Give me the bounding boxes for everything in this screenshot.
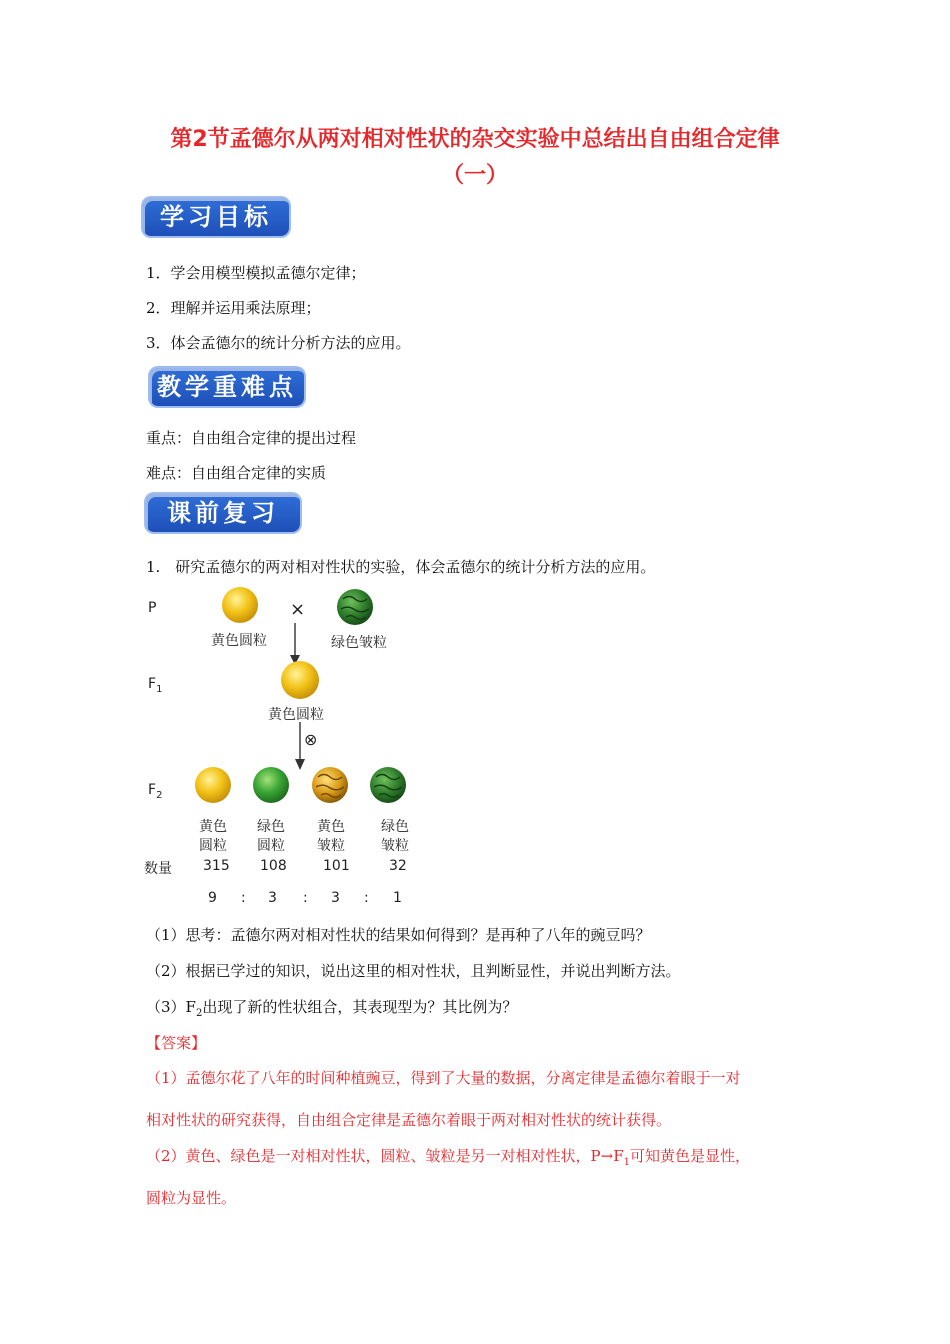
f2-phenotype-4-line2: 皱粒 bbox=[381, 838, 409, 854]
question-3 bbox=[146, 996, 517, 1019]
p-green-wrinkled-pea bbox=[337, 589, 373, 625]
p-generation-label: P bbox=[148, 600, 157, 616]
f2-phenotype-1-line1: 黄色 bbox=[199, 819, 227, 835]
f2-phenotype-1-line2: 圆粒 bbox=[199, 838, 227, 854]
ratio-3: 3 bbox=[331, 890, 340, 906]
f2-yellow-wrinkled-pea bbox=[312, 767, 348, 803]
cross-symbol: × bbox=[290, 599, 306, 620]
page-subtitle: （一） bbox=[441, 163, 508, 188]
f2-letter: F bbox=[148, 782, 157, 798]
answer-2-subscript: 1 bbox=[623, 1157, 630, 1168]
f2-count-1: 315 bbox=[203, 858, 230, 874]
question-1: （1）思考：孟德尔两对相对性状的结果如何得到？是再种了八年的豌豆吗？ bbox=[146, 926, 651, 944]
self-cross-symbol: ⊗ bbox=[304, 730, 318, 749]
p-green-wrinkled-label: 绿色皱粒 bbox=[331, 635, 387, 651]
ratio-colon-3: : bbox=[364, 890, 369, 906]
answer-label: 【答案】 bbox=[146, 1034, 207, 1052]
f1-yellow-round-label: 黄色圆粒 bbox=[268, 707, 324, 723]
f1-yellow-round-pea bbox=[281, 661, 319, 699]
p-yellow-round-pea bbox=[222, 587, 258, 623]
answer-2-line-2: 圆粒为显性。 bbox=[146, 1189, 237, 1207]
difficulty-point: 难点：自由组合定律的实质 bbox=[146, 464, 327, 482]
f1-generation-label bbox=[148, 676, 162, 695]
f2-count-4: 32 bbox=[389, 858, 407, 874]
focus-point: 重点：自由组合定律的提出过程 bbox=[146, 429, 357, 447]
goal-item-3: 3．体会孟德尔的统计分析方法的应用。 bbox=[146, 334, 411, 352]
ratio-1: 9 bbox=[208, 890, 217, 906]
question-3-prefix: （3）F bbox=[146, 998, 196, 1016]
f2-yellow-round-pea bbox=[195, 767, 231, 803]
f2-phenotype-3-line1: 黄色 bbox=[317, 819, 345, 835]
page-title: 第2节孟德尔从两对相对性状的杂交实验中总结出自由组合定律 bbox=[170, 127, 780, 152]
ratio-4: 1 bbox=[393, 890, 402, 906]
ratio-2: 3 bbox=[268, 890, 277, 906]
f2-phenotype-2-line1: 绿色 bbox=[257, 819, 285, 835]
goal-item-1: 1．学会用模型模拟孟德尔定律； bbox=[146, 264, 366, 282]
f2-subscript: 2 bbox=[156, 789, 163, 801]
f2-count-3: 101 bbox=[323, 858, 350, 874]
f1-subscript: 1 bbox=[156, 683, 163, 695]
answer-1-line-2: 相对性状的研究获得，自由组合定律是孟德尔着眼于两对相对性状的统计获得。 bbox=[146, 1111, 672, 1129]
ratio-colon-1: : bbox=[241, 890, 246, 906]
question-3-rest: 出现了新的性状组合，其表现型为？其比例为？ bbox=[202, 998, 518, 1016]
answer-1-line-1: （1）孟德尔花了八年的时间种植豌豆，得到了大量的数据，分离定律是孟德尔着眼于一对 bbox=[146, 1069, 741, 1087]
review-banner: 课前复习 bbox=[146, 494, 300, 532]
f2-green-round-pea bbox=[253, 767, 289, 803]
goal-item-2: 2．理解并运用乘法原理； bbox=[146, 299, 321, 317]
p-yellow-round-label: 黄色圆粒 bbox=[211, 633, 267, 649]
review-question: 1. 研究孟德尔的两对相对性状的实验，体会孟德尔的统计分析方法的应用。 bbox=[146, 558, 656, 576]
key-points-banner: 教学重难点 bbox=[150, 368, 304, 406]
f2-count-2: 108 bbox=[260, 858, 287, 874]
count-label: 数量 bbox=[144, 861, 172, 877]
answer-2-part-a: （2）黄色、绿色是一对相对性状，圆粒、皱粒是另一对相对性状，P→F bbox=[146, 1147, 624, 1165]
goals-banner: 学习目标 bbox=[143, 198, 289, 236]
f2-green-wrinkled-pea bbox=[370, 767, 406, 803]
f2-phenotype-2-line2: 圆粒 bbox=[257, 838, 285, 854]
f1-letter: F bbox=[148, 676, 157, 692]
f2-phenotype-4-line1: 绿色 bbox=[381, 819, 409, 835]
question-2: （2）根据已学过的知识，说出这里的相对性状，且判断显性，并说出判断方法。 bbox=[146, 962, 681, 980]
ratio-colon-2: : bbox=[303, 890, 308, 906]
f2-phenotype-3-line2: 皱粒 bbox=[317, 838, 345, 854]
question-3-subscript: 2 bbox=[195, 1008, 203, 1019]
answer-2-line-1 bbox=[146, 1145, 750, 1168]
answer-2-part-b: 可知黄色是显性， bbox=[630, 1147, 751, 1165]
f2-generation-label bbox=[148, 782, 162, 801]
cross-diagram bbox=[140, 585, 420, 910]
